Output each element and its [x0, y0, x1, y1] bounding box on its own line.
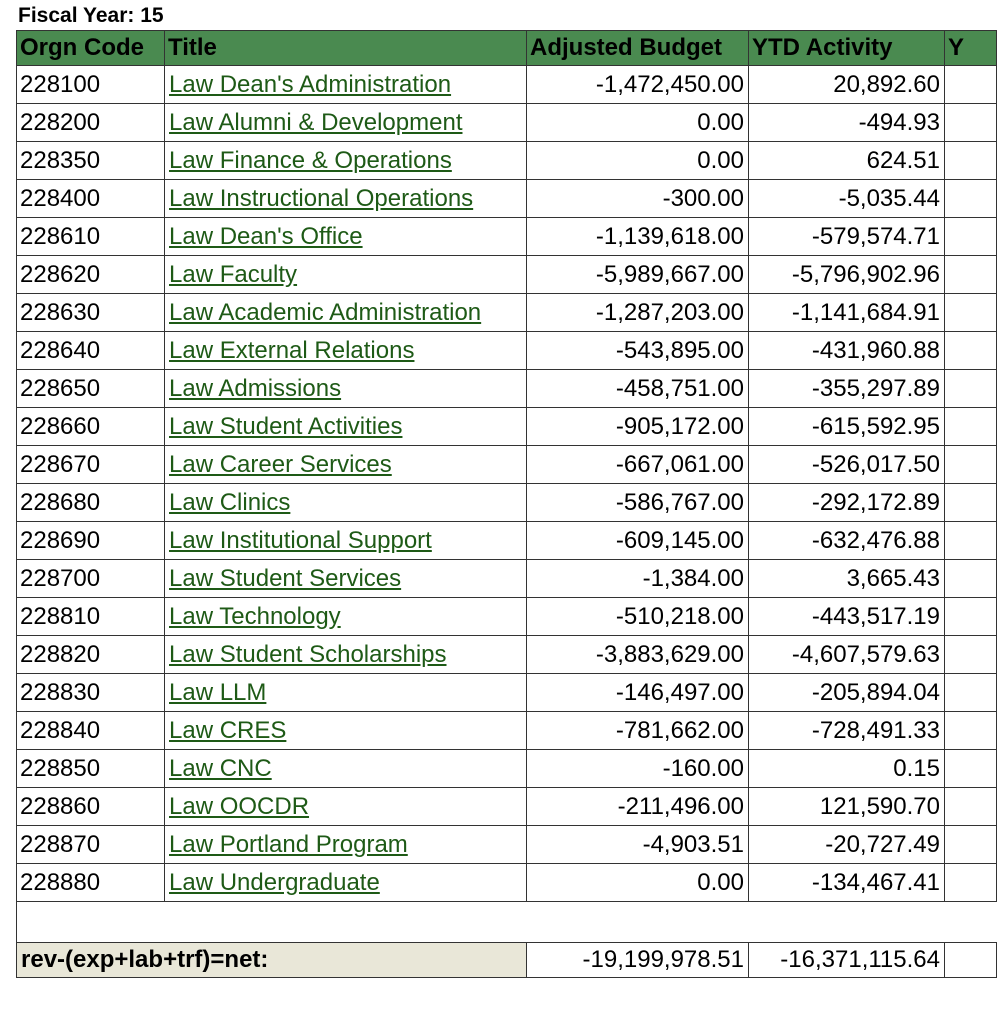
title-link[interactable]: Law Student Activities	[169, 412, 403, 440]
table-row	[17, 674, 997, 712]
title-link[interactable]: Law Institutional Support	[169, 526, 432, 554]
title-cell	[165, 636, 527, 674]
table-row	[17, 218, 997, 256]
partial-column-cell	[945, 446, 997, 484]
adjusted-budget-cell: -609,145.00	[527, 522, 749, 560]
adjusted-budget-cell: -1,139,618.00	[527, 218, 749, 256]
adjusted-budget-cell: -543,895.00	[527, 332, 749, 370]
title-cell	[165, 66, 527, 104]
title-cell	[165, 446, 527, 484]
title-cell	[165, 142, 527, 180]
table-row	[17, 750, 997, 788]
ytd-activity-cell: -20,727.49	[749, 826, 945, 864]
title-cell	[165, 598, 527, 636]
table-row	[17, 142, 997, 180]
ytd-activity-cell: -355,297.89	[749, 370, 945, 408]
spacer-row	[17, 902, 997, 943]
table-row	[17, 66, 997, 104]
table-row	[17, 294, 997, 332]
title-link[interactable]: Law Instructional Operations	[169, 184, 474, 212]
title-cell	[165, 750, 527, 788]
partial-column-cell	[945, 484, 997, 522]
title-link[interactable]: Law Alumni & Development	[169, 108, 463, 136]
title-cell	[165, 218, 527, 256]
partial-column-cell	[945, 66, 997, 104]
title-cell	[165, 826, 527, 864]
partial-column-cell	[945, 522, 997, 560]
adjusted-budget-cell: -1,472,450.00	[527, 66, 749, 104]
adjusted-budget-cell: -4,903.51	[527, 826, 749, 864]
title-link[interactable]: Law Undergraduate	[169, 868, 380, 896]
orgn-code-cell: 228830	[17, 674, 165, 712]
ytd-activity-cell: -615,592.95	[749, 408, 945, 446]
ytd-activity-cell: -205,894.04	[749, 674, 945, 712]
title-cell	[165, 712, 527, 750]
title-link[interactable]: Law Student Services	[169, 564, 402, 592]
title-cell	[165, 864, 527, 902]
title-link[interactable]: Law External Relations	[169, 336, 415, 364]
title-cell	[165, 484, 527, 522]
orgn-code-cell: 228650	[17, 370, 165, 408]
ytd-activity-cell: -1,141,684.91	[749, 294, 945, 332]
title-link[interactable]: Law Student Scholarships	[169, 640, 447, 668]
ytd-activity-cell: -632,476.88	[749, 522, 945, 560]
adjusted-budget-cell: -905,172.00	[527, 408, 749, 446]
partial-column-cell	[945, 560, 997, 598]
table-row	[17, 522, 997, 560]
partial-column-cell	[945, 332, 997, 370]
partial-column-cell	[945, 218, 997, 256]
ytd-activity-cell: 20,892.60	[749, 66, 945, 104]
ytd-activity-cell: -5,035.44	[749, 180, 945, 218]
ytd-activity-cell: -431,960.88	[749, 332, 945, 370]
partial-column-cell	[945, 864, 997, 902]
adjusted-budget-cell: -211,496.00	[527, 788, 749, 826]
adjusted-budget-cell: -458,751.00	[527, 370, 749, 408]
column-header-adjusted-budget: Adjusted Budget	[527, 31, 749, 66]
column-header-orgn-code: Orgn Code	[17, 31, 165, 66]
ytd-activity-cell: -134,467.41	[749, 864, 945, 902]
title-cell	[165, 674, 527, 712]
table-row	[17, 408, 997, 446]
partial-column-cell	[945, 674, 997, 712]
table-row	[17, 636, 997, 674]
partial-column-cell	[945, 598, 997, 636]
orgn-code-cell: 228850	[17, 750, 165, 788]
title-link[interactable]: Law Portland Program	[169, 830, 408, 858]
adjusted-budget-cell: -5,989,667.00	[527, 256, 749, 294]
table-row	[17, 826, 997, 864]
orgn-code-cell: 228610	[17, 218, 165, 256]
orgn-code-cell: 228100	[17, 66, 165, 104]
table-row	[17, 370, 997, 408]
spacer-cell	[17, 902, 997, 943]
orgn-code-cell: 228620	[17, 256, 165, 294]
title-link[interactable]: Law OOCDR	[169, 792, 310, 820]
adjusted-budget-cell: 0.00	[527, 104, 749, 142]
title-link[interactable]: Law Finance & Operations	[169, 146, 452, 174]
column-header-title: Title	[165, 31, 527, 66]
table-row	[17, 180, 997, 218]
table-row	[17, 484, 997, 522]
partial-column-cell	[945, 256, 997, 294]
title-link[interactable]: Law Academic Administration	[169, 298, 482, 326]
table-row	[17, 332, 997, 370]
fiscal-year-label: Fiscal Year: 15	[18, 4, 164, 27]
orgn-code-cell: 228670	[17, 446, 165, 484]
title-link[interactable]: Law CNC	[169, 754, 272, 782]
ytd-activity-cell: -4,607,579.63	[749, 636, 945, 674]
total-label: rev-(exp+lab+trf)=net:	[17, 943, 527, 978]
title-cell	[165, 408, 527, 446]
total-ytd-activity: -16,371,115.64	[749, 943, 945, 978]
title-link[interactable]: Law LLM	[169, 678, 267, 706]
orgn-code-cell: 228350	[17, 142, 165, 180]
orgn-code-cell: 228810	[17, 598, 165, 636]
orgn-code-cell: 228840	[17, 712, 165, 750]
partial-column-cell	[945, 788, 997, 826]
title-link[interactable]: Law Technology	[169, 602, 341, 630]
orgn-code-cell: 228400	[17, 180, 165, 218]
ytd-activity-cell: -443,517.19	[749, 598, 945, 636]
table-row	[17, 560, 997, 598]
adjusted-budget-cell: 0.00	[527, 142, 749, 180]
title-cell	[165, 294, 527, 332]
ytd-activity-cell: -526,017.50	[749, 446, 945, 484]
title-link[interactable]: Law Clinics	[169, 488, 291, 516]
total-extra-cell	[945, 943, 997, 978]
orgn-code-cell: 228880	[17, 864, 165, 902]
adjusted-budget-cell: -3,883,629.00	[527, 636, 749, 674]
adjusted-budget-cell: -160.00	[527, 750, 749, 788]
orgn-code-cell: 228820	[17, 636, 165, 674]
table-row	[17, 864, 997, 902]
title-cell	[165, 560, 527, 598]
ytd-activity-cell: -5,796,902.96	[749, 256, 945, 294]
adjusted-budget-cell: -146,497.00	[527, 674, 749, 712]
title-cell	[165, 256, 527, 294]
partial-column-cell	[945, 636, 997, 674]
orgn-code-cell: 228640	[17, 332, 165, 370]
title-cell	[165, 788, 527, 826]
orgn-code-cell: 228200	[17, 104, 165, 142]
adjusted-budget-cell: -1,384.00	[527, 560, 749, 598]
ytd-activity-cell: -292,172.89	[749, 484, 945, 522]
column-header-next-partial: Y	[945, 31, 997, 66]
title-cell	[165, 104, 527, 142]
adjusted-budget-cell: -300.00	[527, 180, 749, 218]
table-body	[17, 66, 997, 902]
adjusted-budget-cell: 0.00	[527, 864, 749, 902]
title-link[interactable]: Law Dean's Office	[169, 222, 363, 250]
orgn-code-cell: 228680	[17, 484, 165, 522]
partial-column-cell	[945, 712, 997, 750]
ytd-activity-cell: -728,491.33	[749, 712, 945, 750]
ytd-activity-cell: 624.51	[749, 142, 945, 180]
table-row	[17, 104, 997, 142]
total-adjusted-budget: -19,199,978.51	[527, 943, 749, 978]
adjusted-budget-cell: -667,061.00	[527, 446, 749, 484]
orgn-code-cell: 228700	[17, 560, 165, 598]
ytd-activity-cell: -494.93	[749, 104, 945, 142]
partial-column-cell	[945, 826, 997, 864]
title-cell	[165, 332, 527, 370]
orgn-code-cell: 228870	[17, 826, 165, 864]
partial-column-cell	[945, 370, 997, 408]
partial-column-cell	[945, 142, 997, 180]
partial-column-cell	[945, 104, 997, 142]
orgn-code-cell: 228660	[17, 408, 165, 446]
ytd-activity-cell: 0.15	[749, 750, 945, 788]
total-row	[17, 943, 997, 978]
orgn-code-cell: 228690	[17, 522, 165, 560]
table-row	[17, 256, 997, 294]
partial-column-cell	[945, 408, 997, 446]
adjusted-budget-cell: -510,218.00	[527, 598, 749, 636]
title-cell	[165, 522, 527, 560]
adjusted-budget-cell: -781,662.00	[527, 712, 749, 750]
table-row	[17, 446, 997, 484]
table-header-row	[17, 31, 997, 66]
ytd-activity-cell: -579,574.71	[749, 218, 945, 256]
adjusted-budget-cell: -586,767.00	[527, 484, 749, 522]
title-link[interactable]: Law Career Services	[169, 450, 392, 478]
title-link[interactable]: Law Admissions	[169, 374, 342, 402]
budget-table	[16, 30, 997, 978]
adjusted-budget-cell: -1,287,203.00	[527, 294, 749, 332]
column-header-ytd-activity: YTD Activity	[749, 31, 945, 66]
orgn-code-cell: 228860	[17, 788, 165, 826]
partial-column-cell	[945, 294, 997, 332]
partial-column-cell	[945, 750, 997, 788]
partial-column-cell	[945, 180, 997, 218]
table-row	[17, 788, 997, 826]
orgn-code-cell: 228630	[17, 294, 165, 332]
title-link[interactable]: Law CRES	[169, 716, 287, 744]
ytd-activity-cell: 3,665.43	[749, 560, 945, 598]
title-link[interactable]: Law Faculty	[169, 260, 298, 288]
table-row	[17, 598, 997, 636]
title-link[interactable]: Law Dean's Administration	[169, 70, 452, 98]
title-cell	[165, 370, 527, 408]
ytd-activity-cell: 121,590.70	[749, 788, 945, 826]
table-row	[17, 712, 997, 750]
title-cell	[165, 180, 527, 218]
